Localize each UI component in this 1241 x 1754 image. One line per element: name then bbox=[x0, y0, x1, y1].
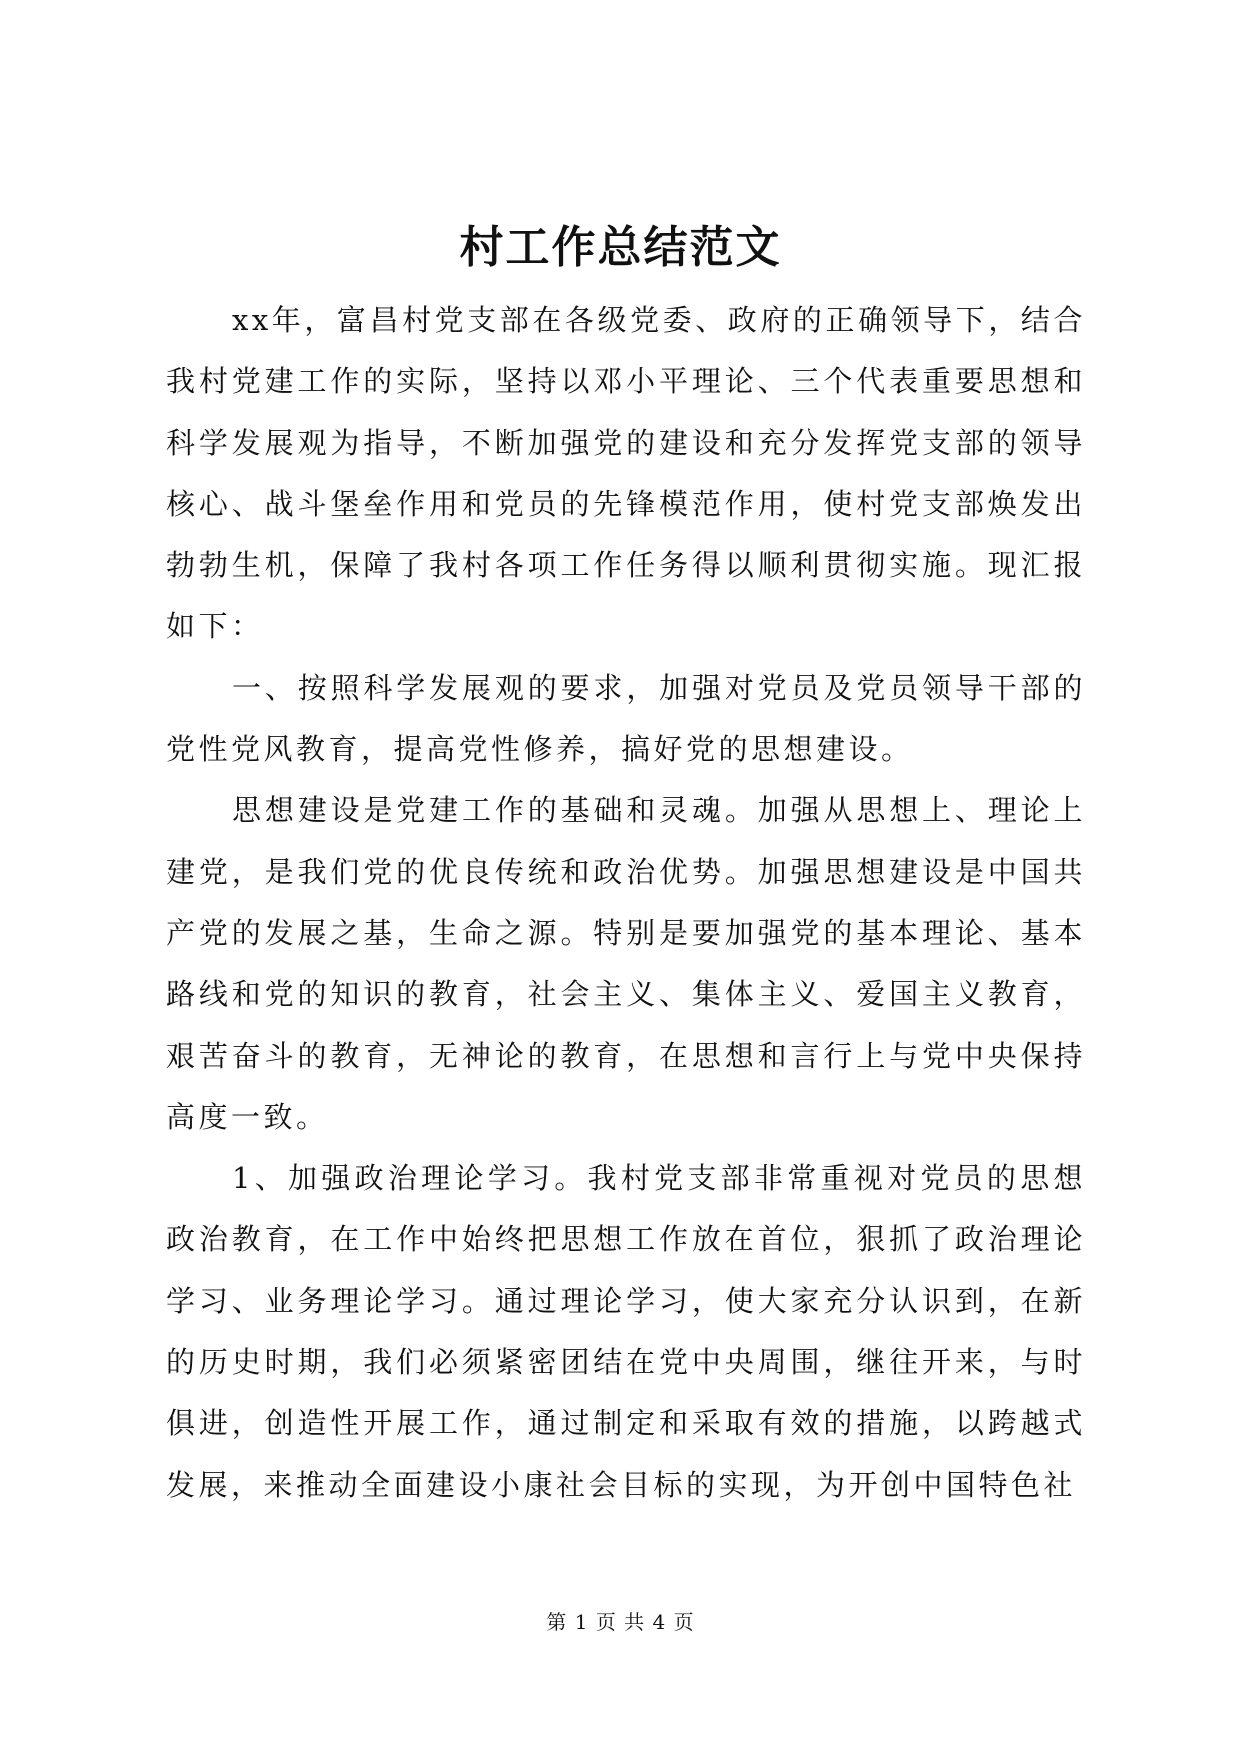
document-title: 村工作总结范文 bbox=[459, 222, 782, 273]
paragraph-intro: xx年，富昌村党支部在各级党委、政府的正确领导下，结合我村党建工作的实际，坚持以邓小平理论、三个代表重要思想和科学发展观为指导，不断加强党的建设和充分发挥党支部的领导核心、战斗堡垒作用和党员的先锋模范作用，使村党支部焕发出勃勃生机，保障了我村各项工作任务得以顺利贯彻实施。现汇报如下： bbox=[166, 303, 1086, 644]
page-number-footer: 第 1 页 共 4 页 bbox=[546, 1610, 695, 1634]
paragraph-ideology: 思想建设是党建工作的基础和灵魂。加强从思想上、理论上建党，是我们党的优良传统和政治优势。加强思想建设是中国共产党的发展之基，生命之源。特别是要加强党的基本理论、基本路线和党的知识的教育，社会主义、集体主义、爱国主义教育，艰苦奋斗的教育，无神论的教育，在思想和言行上与党中央保持高度一致。 bbox=[166, 793, 1086, 1134]
paragraph-section-one-heading: 一、按照科学发展观的要求，加强对党员及党员领导干部的党性党风教育，提高党性修养，搞好党的思想建设。 bbox=[166, 670, 1086, 767]
document-body bbox=[166, 290, 1086, 1516]
paragraph-political-study: 1、加强政治理论学习。我村党支部非常重视对党员的思想政治教育，在工作中始终把思想工作放在首位，狠抓了政治理论学习、业务理论学习。通过理论学习，使大家充分认识到，在新的历史时期，我们必须紧密团结在党中央周围，继往开来，与时俱进，创造性开展工作，通过制定和采取有效的措施，以跨越式发展，来推动全面建设小康社会目标的实现，为开创中国特色社 bbox=[166, 1161, 1086, 1502]
